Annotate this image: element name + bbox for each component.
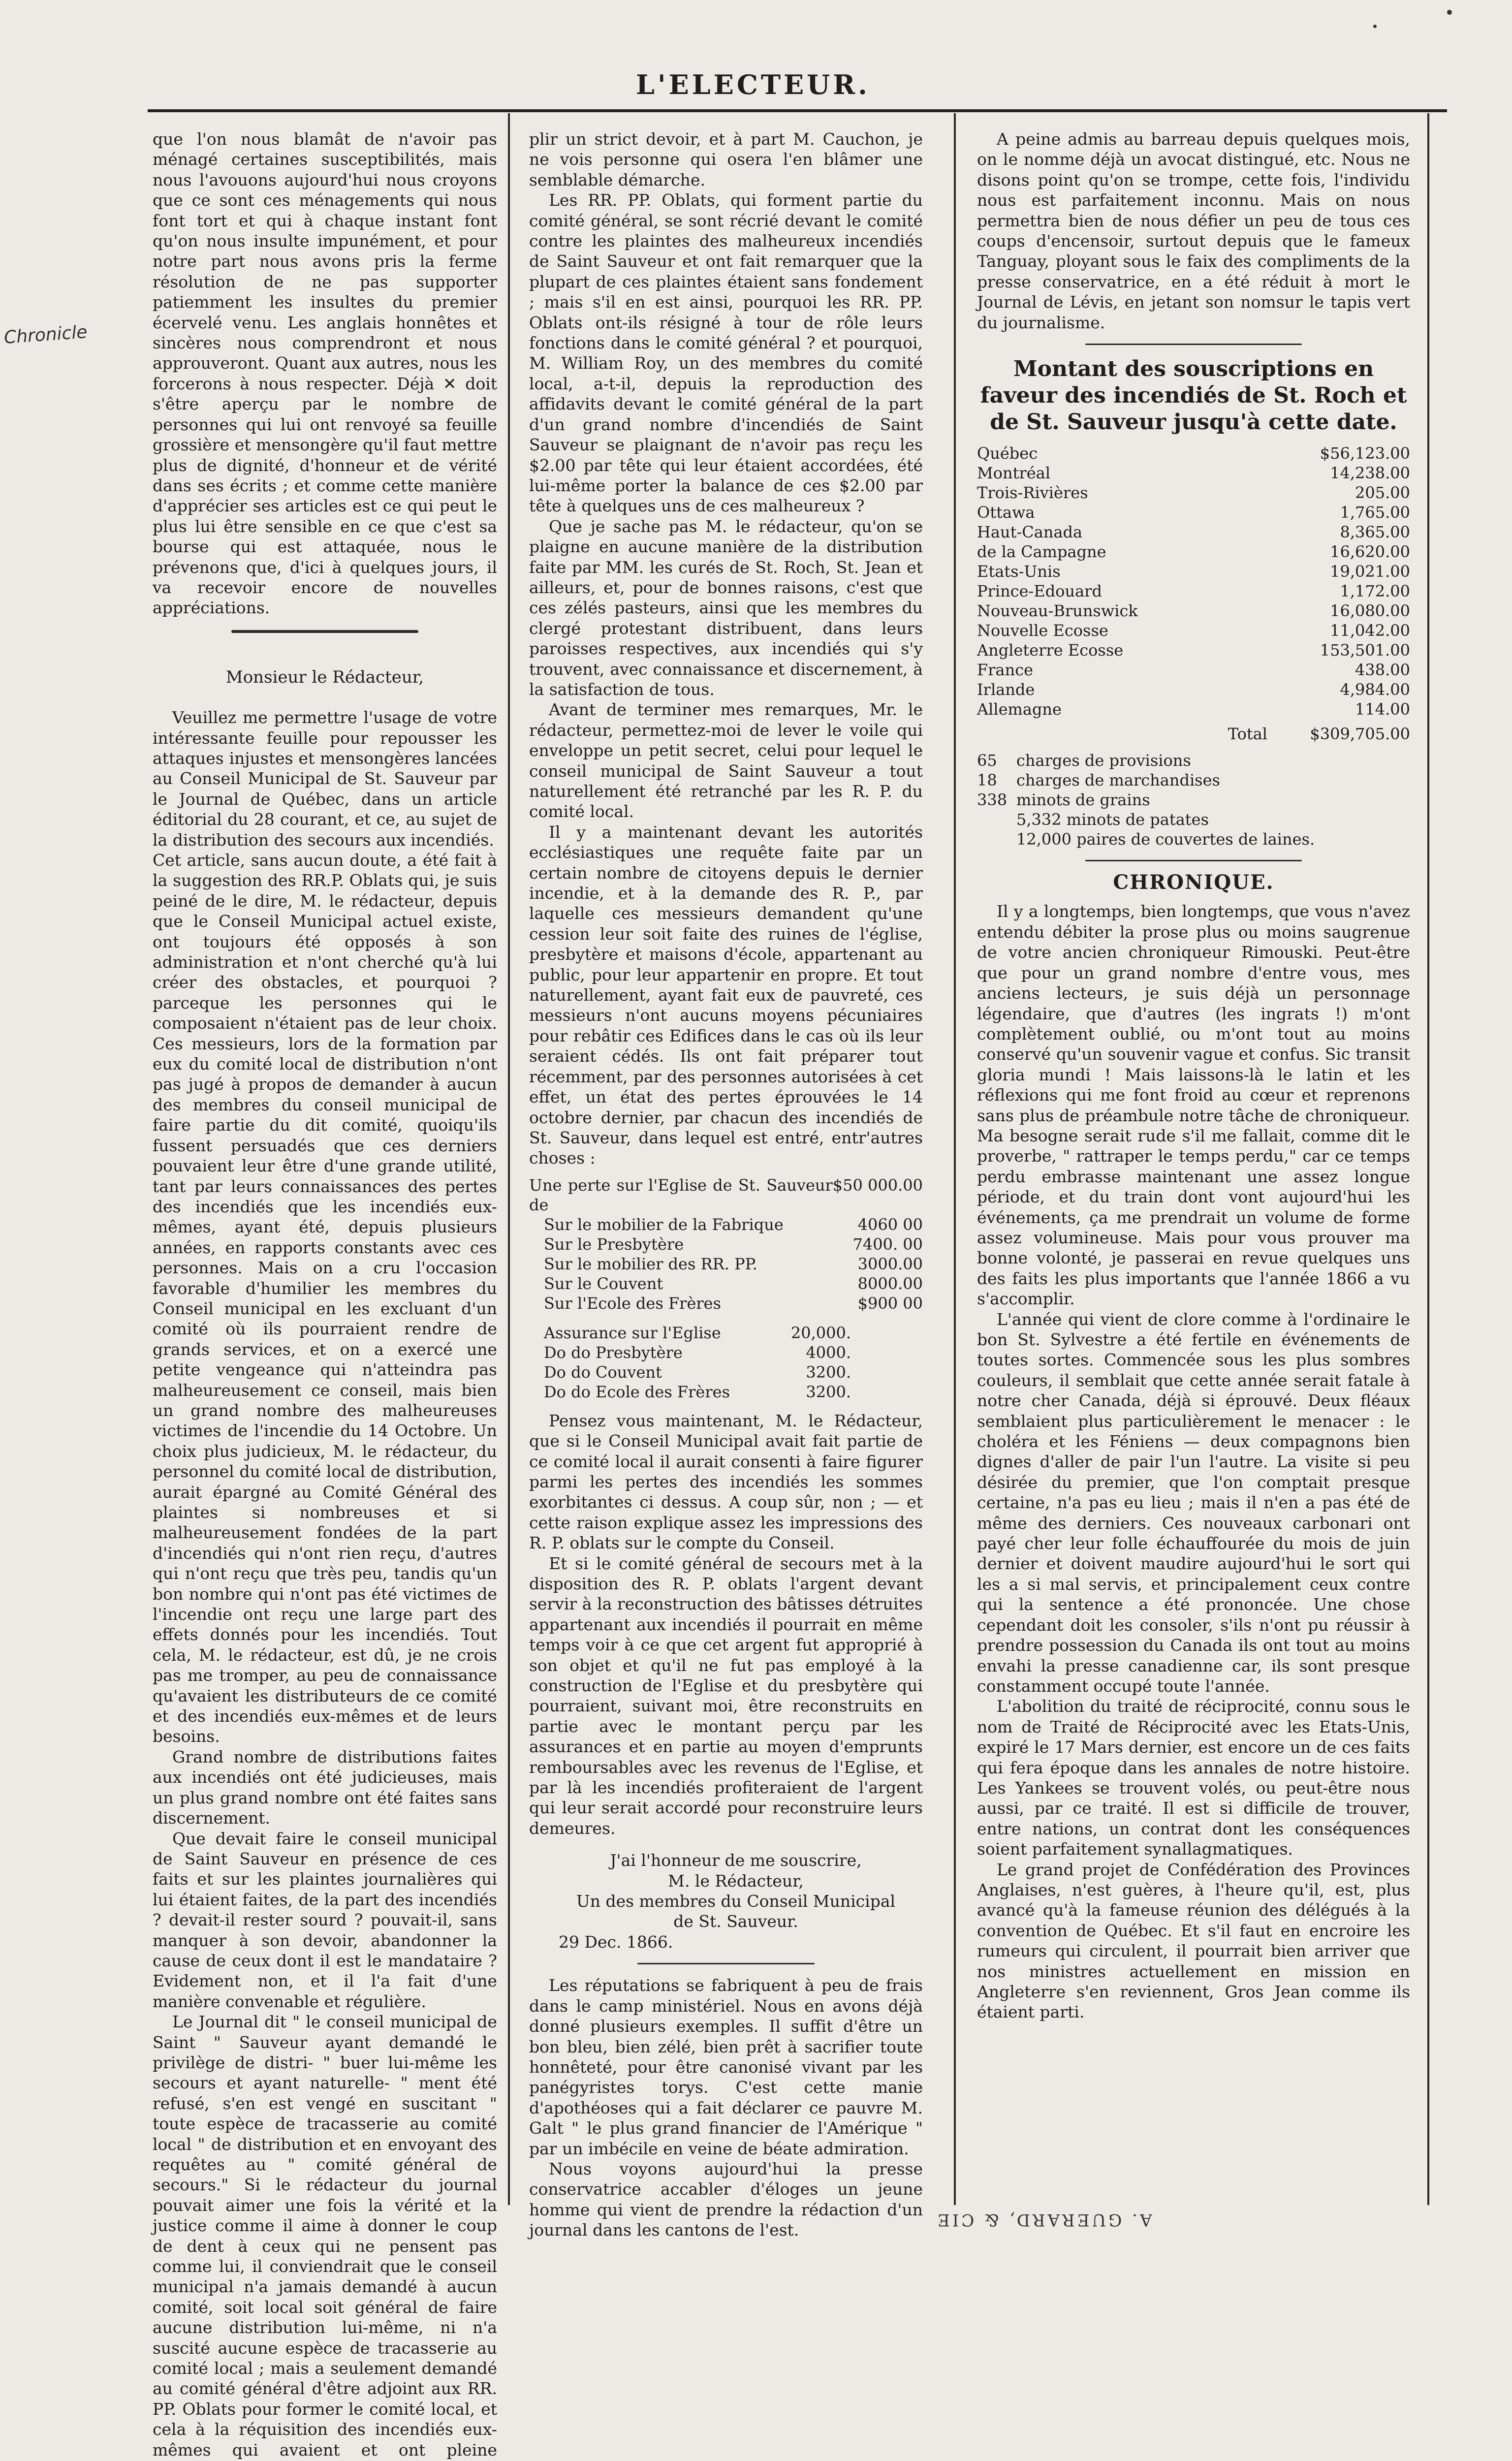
ink-blot [1447,10,1452,15]
subscription-place: Allemagne [977,700,1062,719]
signature-line: de St. Sauveur. [673,1912,798,1931]
loss-label: Sur le Couvent [544,1274,663,1293]
subscription-place: Trois-Rivières [977,483,1088,503]
subscription-place: Montréal [977,464,1051,483]
article-paragraph: que l'on nous blamât de n'avoir pas ménagé certaines susceptibilités, mais nous l'avouons aujourd'hui nous croyons que ce sont ces ménagements qui nous font tort et qui à chaque instant font qu'on nous insulte impunément, et pour notre part nous avons pris la ferme résolution de ne pas supporter patiemment les insultes du premier écervelé venu. Les anglais honnêtes et sincères nous comprendront et nous approuveront. Quant aux autres, nous les forcerons à nous respecter. Déjà ✕ doit s'être aperçu par le nombre de personnes qui lui ont renvoyé sa feuille grossière et mensongère qu'il faut mettre plus de dignité, d'honneur et de vérité dans ses écrits ; et comme cette manière d'apprécier ses articles est ce qui peut le plus lui être sensible en ce que c'est sa bourse qui est attaquée, nous le prévenons que, d'ici à quelques jours, il va recevoir encore de nouvelles appréciations. [153,129,497,618]
subscription-row [977,640,1410,660]
article-paragraph: Nous voyons aujourd'hui la presse conservatrice accabler d'éloges un jeune homme qui vient de prendre la rédaction d'un journal dans les cantons de l'est. [529,2159,923,2240]
insurance-amount: 3200. [806,1382,851,1401]
chronicle-paragraph: Le grand projet de Confédération des Provinces Anglaises, n'est guères, à l'heure qu'il, est, plus avancé qu'à la fameuse réunion des délégués à la convention de Québec. Et s'il faut en encroire les rumeurs qui circulent, il pourrait bien arriver que nos ministres actuellement en mission en Angleterre s'en reviennent, Gros Jean comme ils étaient parti. [977,1860,1410,2022]
letter-paragraph: plir un strict devoir, et à part M. Cauchon, je ne vois personne qui osera l'en blâmer une semblable démarche. [529,129,923,189]
goods-quantity [977,829,1016,849]
goods-item: minots de grains [1016,790,1150,810]
column-rule [508,113,510,2205]
losses-row [529,1175,923,1215]
column-1 [153,129,497,2460]
subscription-row [977,542,1410,562]
letter-paragraph: Grand nombre de distributions faites aux incendiés ont été judicieuses, mais un plus grand nombre ont été faites sans discernement. [153,1747,497,1828]
loss-label: Sur le mobilier de la Fabrique [544,1215,784,1234]
subscriptions-total [977,724,1410,744]
subscription-amount: $56,123.00 [1320,444,1410,463]
insurance-row [544,1362,851,1382]
subscription-amount: 8,365.00 [1340,523,1410,542]
insurance-amount: 3200. [806,1362,851,1382]
subscription-row [977,562,1410,581]
chronicle-paragraph: L'année qui vient de clore comme à l'ordinaire le bon St. Sylvestre a été fertile en événements de toutes sortes. Commencée sous les plus sombres couleurs, il semblait que cette année serait fatale à notre cher Canada, déjà si éprouvé. Deux fléaux semblaient plus particulièrement le menacer : le choléra et les Féniens — deux compagnons bien dignes d'aller de pair l'un l'autre. La visite si peu désirée du premier, que l'on comptait presque certaine, n'a pas eu lieu ; mais il n'en a pas été de même des derniers. Ces nouveaux carbonari ont payé cher leur folle échauffourée du mois de juin dernier et doivent maudire aujourd'hui le sort qui les a si mal servis, et principalement ceux contre qui la sentence a été prononcée. Une chose cependant doit les consoler, s'ils n'ont pu réussir à prendre possession du Canada ils ont tout au moins envahi la presse canadienne car, ils sont presque constamment occupé toute l'année. [977,1309,1410,1696]
subscription-place: Angleterre Ecosse [977,641,1124,660]
subscription-amount: 16,620.00 [1330,542,1410,562]
masthead: L'ELECTEUR. [636,69,870,100]
letter-paragraph: Avant de terminer mes remarques, Mr. le rédacteur, permettez-moi de lever le voile qui enveloppe un petit secret, celui pour lequel le conseil municipal de Saint Sauveur a tout naturellement été retranché par les R. P. du comité local. [529,700,923,821]
losses-table [529,1175,923,1313]
letter-paragraph: Et si le comité général de secours met à la disposition des R. P. oblats l'argent devant servir à la reconstruction des bâtisses détruites appartenant aux incendiés il pourrait en même temps voir à ce que cet argent fut approprié à son objet et qu'il ne fut pas employé à la construction de l'Eglise et du presbytère qui pourraient, suivant moi, être reconstruits en partie avec le montant perçu par les assurances et en partie au moyen d'emprunts remboursables avec les revenus de l'Eglise, et par là les incendiés profiteraient de l'argent qui leur serait accordé pour reconstruire leurs demeures. [529,1553,923,1838]
subscription-amount: 438.00 [1355,661,1410,680]
subscription-place: Québec [977,444,1038,463]
subscription-amount: 205.00 [1355,483,1410,503]
total-label: Total [1228,725,1267,744]
subscription-row [977,522,1410,542]
insurance-row [544,1382,851,1402]
section-separator [1085,860,1302,861]
section-separator [637,1963,815,1964]
subscription-amount: 4,984.00 [1340,680,1410,699]
article-paragraph: A peine admis au barreau depuis quelques mois, on le nomme déjà un avocat distingué, etc. Nous ne disons point qu'on se trompe, cette fois, l'individu nous est parfaitement inconnu. Mais on nous permettra bien de nous défier un peu de tous ces coups d'encensoir, surtout depuis que le fameux Tanguay, ployant sous le faix des compliments de la presse conservatrice, en a été réduit à mort le Journal de Lévis, en jetant son nomsur le tapis vert du journalisme. [977,129,1410,332]
goods-row [977,810,1410,829]
subscription-row [977,483,1410,503]
subscription-row [977,601,1410,621]
subscription-place: Irlande [977,680,1035,699]
header-rule [148,109,1447,112]
loss-amount: 7400. 00 [852,1234,923,1254]
loss-amount: 3000.00 [857,1254,923,1273]
ink-blot [1373,25,1377,28]
loss-amount: 8000.00 [857,1274,923,1293]
total-amount: $309,705.00 [1310,725,1410,744]
chronicle-paragraph: L'abolition du traité de réciprocité, connu sous le nom de Traité de Réciprocité avec les Etats-Unis, expiré le 17 Mars dernier, est encore un de ces faits qui fera époque dans les annales de notre histoire. Les Yankees se trouvent volés, ou peut-être nous aussi, par ce traité. Il est si difficile de trouver, entre nations, un contrat dont les conséquences soient parfaitement synallagmatiques. [977,1697,1410,1859]
goods-row [977,751,1410,770]
goods-row [977,829,1410,849]
subscription-place: Prince-Edouard [977,582,1102,601]
loss-amount: 4060 00 [857,1215,923,1234]
goods-quantity: 65 [977,751,997,770]
letter-paragraph: Les RR. PP. Oblats, qui forment partie du comité général, se sont récrié devant le comité contre les plaintes des malheureux incendiés de Saint Sauveur et ont fait remarquer que la plupart de ces plaintes étaient sans fondement ; mais s'il en est ainsi, pourquoi les RR. PP. Oblats ont-ils résigné à tour de rôle leurs fonctions dans le comité général ? et pourquoi, M. William Roy, un des membres du comité local, a-t-il, depuis la reproduction des affidavits devant le comité général de la part d'un grand nombre d'incendiés de Saint Sauveur se plaignant de n'avoir pas reçu les $2.00 par tête qui leur étaient accordées, été lui-même porter la balance de ces $2.00 par tête à quelques uns de ces malheureux ? [529,190,923,516]
insurance-amount: 20,000. [790,1323,851,1342]
insurance-label: Do do Ecole des Frères [544,1382,730,1401]
goods-table [977,751,1410,849]
loss-amount: $900 00 [857,1294,923,1313]
subscription-row [977,463,1410,483]
chronicle-title: CHRONIQUE. [1113,871,1274,894]
subscriptions-headline: Montant des souscriptions en faveur des incendiés de St. Roch et de St. Sauveur jusqu'à cette date. [980,356,1407,435]
column-3 [977,129,1410,2179]
subscription-row [977,503,1410,522]
losses-row [529,1215,923,1234]
signature-line: Un des membres du Conseil Municipal [576,1892,896,1911]
subscription-amount: 1,765.00 [1340,503,1410,522]
insurance-row [544,1343,851,1362]
insurance-amount: 4000. [806,1343,851,1362]
subscription-place: de la Campagne [977,542,1106,562]
letter-paragraph: Il y a maintenant devant les autorités ecclésiastiques une requête faite par un certain nombre de citoyens depuis le dernier incendie, et à la demande des R. P., par laquelle ces messieurs demandent qu'une cession leur soit faite des ruines de l'église, presbytère et maisons d'école, appartenant au public, pour leur appartenir en propre. Et tout naturellement, ayant fait eux de pauvreté, ces messieurs n'ont aucuns moyens pécuniaires pour rebâtir ces Edifices dans le cas où ils leur seraient cédés. Ils ont fait préparer tout récemment, par des personnes autorisées à cet effet, un état des pertes éprouvées le 14 octobre dernier, par chacun des incendiés de St. Sauveur, dans lequel est entré, entr'autres choses : [529,822,923,1168]
printer-footer: A. GUERARD, & CIE [935,2210,1152,2230]
column-rule [1427,113,1429,2205]
subscription-amount: 114.00 [1355,700,1410,719]
goods-row [977,770,1410,790]
goods-item: charges de marchandises [1016,771,1220,790]
letter-paragraph: Le Journal dit " le conseil municipal de Saint " Sauveur ayant demandé le privilège de distri- " buer lui-même les secours et ayant naturelle- " ment été refusé, s'en est vengé en suscitant " toute espèce de tracasserie au comité local " de distribution et en envoyant des requêtes au " comité général de secours." Si le rédacteur du journal pouvait aimer une fois la vérité et la justice comme il aime à donner le coup de dent à ceux qui ne pensent pas comme lui, il conviendrait que le conseil municipal n'a jamais demandé à aucun comité, soit local soit général de faire aucune distribution lui-même, ni n'a suscité aucune espèce de tracasserie au comité local ; mais a seulement demandé au comité général d'être adjoint aux RR. PP. Oblats pour former le comité local, et cela à la réquisition des incendiés eux-mêmes qui avaient et ont pleine [153,2012,497,2460]
subscription-row [977,660,1410,680]
letter-paragraph: Que devait faire le conseil municipal de Saint Sauveur en présence de ces faits et sur les plaintes journalières qui lui étaient faites, de la part des incendiés ? devait-il rester sourd ? pouvait-il, sans manquer à son devoir, abandonner la cause de ceux dont il est le mandataire ? Evidement non, et il l'a fait d'une manière convenable et régulière. [153,1829,497,2011]
goods-row [977,790,1410,810]
losses-row [529,1254,923,1274]
subscription-place: Nouveau-Brunswick [977,601,1138,621]
letter-paragraph: Veuillez me permettre l'usage de votre intéressante feuille pour repousser les attaques injustes et mensongères lancées au Conseil Municipal de St. Sauveur par le Journal de Québec, dans un article éditorial du 28 courant, et ce, au sujet de la distribution des secours aux incendiés. [153,708,497,850]
column-rule [954,113,956,2205]
section-separator [1085,344,1302,345]
losses-row [529,1234,923,1254]
loss-label: Sur le mobilier des RR. PP. [544,1254,757,1273]
letter-paragraph: Cet article, sans aucun doute, a été fait à la suggestion des RR.P. Oblats qui, je suis peiné de le dire, M. le rédacteur, depuis que le Conseil Municipal actuel existe, ont toujours été opposés à son administration et n'ont cherché qu'à lui créer des obstacles, et pourquoi ? parceque les personnes qui le composaient n'étaient pas de leur choix. Ces messieurs, lors de la formation par eux du comité local de distribution n'ont pas jugé à propos de demander à aucun des membres du conseil municipal de faire partie du dit comité, quoiqu'ils fussent persuadés que ces derniers pouvaient leur être d'une grande utilité, tant par leurs connaissances des pertes des incendiés que les incendiés eux-mêmes, ayant été, depuis plusieurs années, en rapports constants avec ces personnes. Mais on a cru l'occasion favorable d'humilier les membres du Conseil municipal en les excluant d'un comité où ils pourraient rendre de grands services, et on a exercé une petite vengeance qui n'atteindra pas malheureusement ce conseil, mais bien un grand nombre des malheureuses victimes de l'incendie du 14 Octobre. Un choix plus judicieux, M. le rédacteur, du personnel du comité local de distribution, aurait épargné au Comité Général des plaintes si nombreuses et si malheureusement fondées de la part d'incendiés qui n'ont rien reçu, d'autres qui n'ont reçu que très peu, tandis qu'un bon nombre qui n'ont pas été victimes de l'incendie ont reçu une large part des effets donnés pour les incendiés. Tout cela, M. le rédacteur, est dû, je ne crois pas me tromper, au peu de connaissance qu'avaient les distributeurs de ce comité et des incendiés eux-mêmes et de leurs besoins. [153,851,497,1746]
insurance-label: Do do Couvent [544,1362,662,1382]
column-2 [529,129,923,2240]
subscriptions-table [977,443,1410,719]
goods-quantity: 338 [977,790,1008,810]
letter-paragraph: Pensez vous maintenant, M. le Rédacteur, que si le Conseil Municipal avait fait partie de ce comité local il aurait consenti à faire figurer parmi les pertes des incendiés les sommes exorbitantes ci dessus. A coup sûr, non ; — et cette raison explique assez les impressions des R. P. oblats sur le compte du Conseil. [529,1411,923,1553]
loss-amount: $50 000.00 [832,1175,923,1195]
chronicle-paragraph: Il y a longtemps, bien longtemps, que vous n'avez entendu débiter la prose plus ou moins saugrenue de votre ancien chroniqueur Rimouski. Peut-être que pour un grand nombre d'entre vous, mes anciens lecteurs, je suis déjà un personnage légendaire, que d'autres (les ingrats !) m'ont complètement oublié, ou m'ont tout au moins conservé qu'un souvenir vague et confus. Sic transit gloria mundi ! Mais laissons-là le latin et les réflexions qui me font froid au cœur et reprenons sans plus de préambule notre tâche de chroniqueur. Ma besogne serait rude s'il me fallait, comme dit le proverbe, " rattraper le temps perdu," car ce temps perdu embrasse maintenant une assez longue période, et du train dont vont aujourd'hui les événements, ça me prendrait un volume de forme assez volumineuse. Mais pour vous prouver ma bonne volonté, je passerai en revue quelques uns des faits les plus importants que l'année 1866 a vu s'accomplir. [977,902,1410,1309]
goods-item: 12,000 paires de couvertes de laines. [1016,830,1315,849]
subscription-row [977,680,1410,699]
subscription-row [977,699,1410,719]
subscription-row [977,621,1410,640]
subscription-place: France [977,661,1034,680]
goods-item: charges de provisions [1016,751,1191,770]
handwritten-margin-note: Chronicle [3,322,88,348]
article-paragraph: Les réputations se fabriquent à peu de frais dans le camp ministériel. Nous en avons déjà donné plusieurs exemples. Il suffit d'être un bon bleu, bien zélé, bien prêt à sacrifier toute honnêteté, pour être canonisé vivant par les panégyristes torys. C'est cette manie d'apothéoses qui a fait déclarer ce pauvre M. Galt " le plus grand financier de l'Amérique " par un imbécile en veine de béate admiration. [529,1976,923,2158]
subscription-place: Haut-Canada [977,523,1083,542]
letter-date: 29 Dec. 1866. [559,1932,673,1952]
goods-quantity [977,810,1016,829]
subscription-row [977,443,1410,463]
subscription-place: Nouvelle Ecosse [977,621,1108,640]
losses-row [529,1274,923,1294]
losses-row [529,1294,923,1313]
insurance-label: Assurance sur l'Eglise [544,1323,721,1342]
signature-line: J'ai l'honneur de me souscrire, [610,1851,862,1870]
subscription-amount: 16,080.00 [1330,601,1410,621]
letter-salutation: Monsieur le Rédacteur, [225,667,424,687]
loss-label: Sur l'Ecole des Frères [544,1294,722,1313]
section-separator [231,630,418,633]
subscription-amount: 14,238.00 [1330,464,1410,483]
insurance-label: Do do Presbytère [544,1343,683,1362]
signature-line: M. le Rédacteur, [668,1871,804,1891]
goods-item: 5,332 minots de patates [1016,810,1209,829]
insurance-row [544,1323,851,1343]
subscription-amount: 11,042.00 [1330,621,1410,640]
letter-paragraph: Que je sache pas M. le rédacteur, qu'on se plaigne en aucune manière de la distribution faite par MM. les curés de St. Roch, St. Jean et ailleurs, et, pour de bonnes raisons, c'est que ces zélés pasteurs, ainsi que les membres du clergé protestant distribuent, dans leurs paroisses respectives, aux incendiés qui s'y trouvent, avec connaissance et discernement, à la satisfaction de tous. [529,516,923,699]
subscription-amount: 1,172.00 [1340,582,1410,601]
goods-quantity: 18 [977,771,997,790]
subscription-amount: 153,501.00 [1320,641,1410,660]
loss-label: Une perte sur l'Eglise de St. Sauveur de [529,1175,833,1214]
subscription-amount: 19,021.00 [1330,562,1410,581]
insurance-table [544,1323,851,1402]
subscription-place: Ottawa [977,503,1035,522]
loss-label: Sur le Presbytère [544,1234,684,1254]
subscription-row [977,581,1410,601]
subscription-place: Etats-Unis [977,562,1061,581]
